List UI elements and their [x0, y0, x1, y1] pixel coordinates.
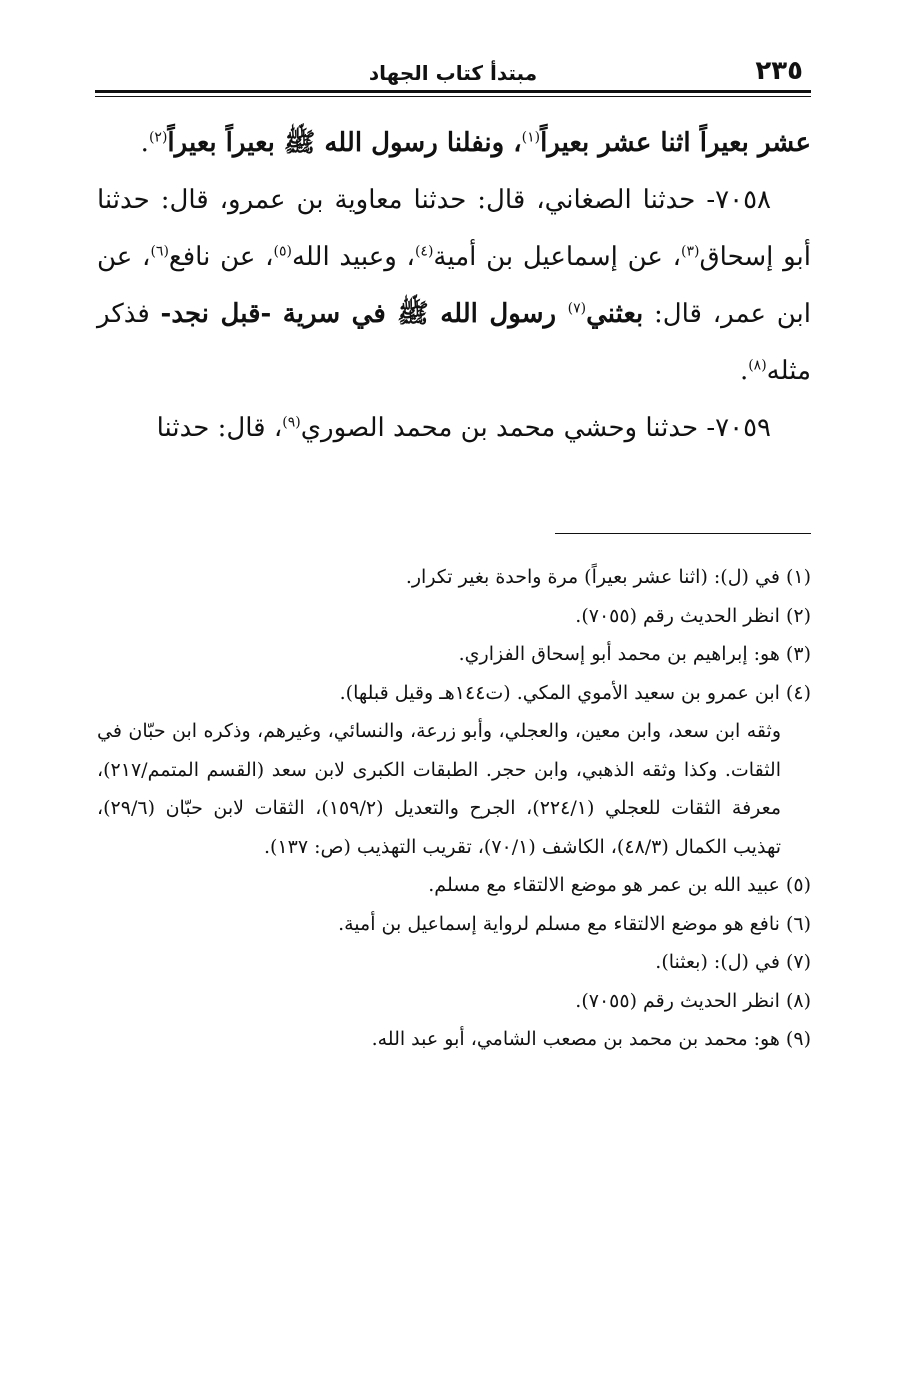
- footnote-6: (٦) نافع هو موضع الالتقاء مع مسلم لرواية إسماعيل بن أمية.: [338, 912, 811, 935]
- footnote-ref-9: (٩): [282, 414, 301, 431]
- paragraph-hadith-7058: [97, 172, 811, 400]
- footnote-ref-2: (٢): [148, 129, 168, 146]
- hadith-text-bold: رسول الله ﷺ في سرية -قبل نجد-: [160, 299, 568, 329]
- footnotes: [97, 558, 811, 1059]
- footnote-8: (٨) انظر الحديث رقم (٧٠٥٥).: [575, 989, 811, 1012]
- footnote-ref-3: (٣): [681, 243, 700, 260]
- footnote-5: (٥) عبيد الله بن عمر هو موضع الالتقاء مع مسلم.: [428, 874, 811, 896]
- footnote-ref-8: (٨): [748, 357, 767, 374]
- punctuation: .: [739, 356, 749, 386]
- isnad-text: ، عن ابن عمر، قال:: [97, 242, 811, 329]
- isnad-text: ، عن نافع: [168, 242, 274, 272]
- isnad-text: ٧٠٥٩- حدثنا وحشي محمد بن محمد الصوري: [300, 413, 771, 443]
- footnote-9: (٩) هو: محمد بن محمد بن مصعب الشامي، أبو عبد الله.: [371, 1028, 811, 1050]
- footnote-3: (٣) هو: إبراهيم بن محمد أبو إسحاق الفزاري.: [458, 643, 811, 665]
- footnote-2: (٢) انظر الحديث رقم (٧٠٥٥).: [575, 604, 811, 627]
- page-number: ٢٣٥: [755, 56, 803, 86]
- running-title: مبتدأ كتاب الجهاد: [368, 61, 538, 85]
- header-rule-thin: [95, 96, 811, 97]
- paragraph-continuation: [97, 115, 811, 172]
- footnote-4: (٤) ابن عمرو بن سعيد الأموي المكي. (ت١٤٤هـ وقيل قبلها).: [339, 681, 811, 704]
- isnad-text: ، وعبيد الله: [291, 242, 415, 272]
- footnote-4-continuation: وثقه ابن سعد، وابن معين، والعجلي، وأبو زرعة، والنسائي، وغيرهم، وذكره ابن حبّان في الثقات. وكذا وثقه الذهبي، وابن حجر. الطبقات الكبرى لابن سعد (القسم المتمم/٢١٧)، معرفة الثقات للعجلي (٢٢٤/١)، الجرح والتعديل (١٥٩/٢)، الثقات لابن حبّان (٢٩/٦)، تهذيب الكمال (٤٨/٣)، الكاشف (٧٠/١)، تقريب التهذيب (ص: ١٣٧).: [97, 720, 781, 858]
- footnote-ref-6: (٦): [150, 243, 169, 260]
- footnote-ref-5: (٥): [273, 243, 292, 260]
- isnad-text: ٧٠٥٨- حدثنا الصغاني، قال: حدثنا معاوية بن عمرو، قال: حدثنا أبو إسحاق: [97, 185, 811, 272]
- hadith-text-bold: بعثني: [586, 299, 644, 329]
- isnad-text: ، عن إسماعيل بن أمية: [433, 242, 682, 272]
- footnote-ref-4: (٤): [414, 243, 434, 260]
- isnad-text: فذكر مثله: [97, 299, 811, 386]
- footnote-7: (٧) في (ل): (بعثنا).: [655, 951, 811, 973]
- main-text: [97, 115, 811, 457]
- header-rule-thick: [95, 90, 811, 93]
- footnote-separator: [555, 533, 811, 534]
- punctuation: .: [140, 128, 149, 158]
- footnote-ref-7: (٧): [567, 300, 587, 317]
- footnote-ref-1: (١): [521, 129, 541, 146]
- book-page: [95, 50, 811, 1330]
- footnote-1: (١) في (ل): (اثنا عشر بعيراً) مرة واحدة بغير تكرار.: [405, 566, 811, 588]
- paragraph-hadith-7059: [97, 400, 811, 457]
- isnad-text: ، قال: حدثنا: [156, 413, 283, 443]
- running-header: [95, 50, 811, 88]
- hadith-text-bold: ، ونفلنا رسول الله ﷺ بعيراً بعيراً: [167, 128, 522, 158]
- hadith-text-bold: عشر بعيراً اثنا عشر بعيراً: [540, 128, 811, 158]
